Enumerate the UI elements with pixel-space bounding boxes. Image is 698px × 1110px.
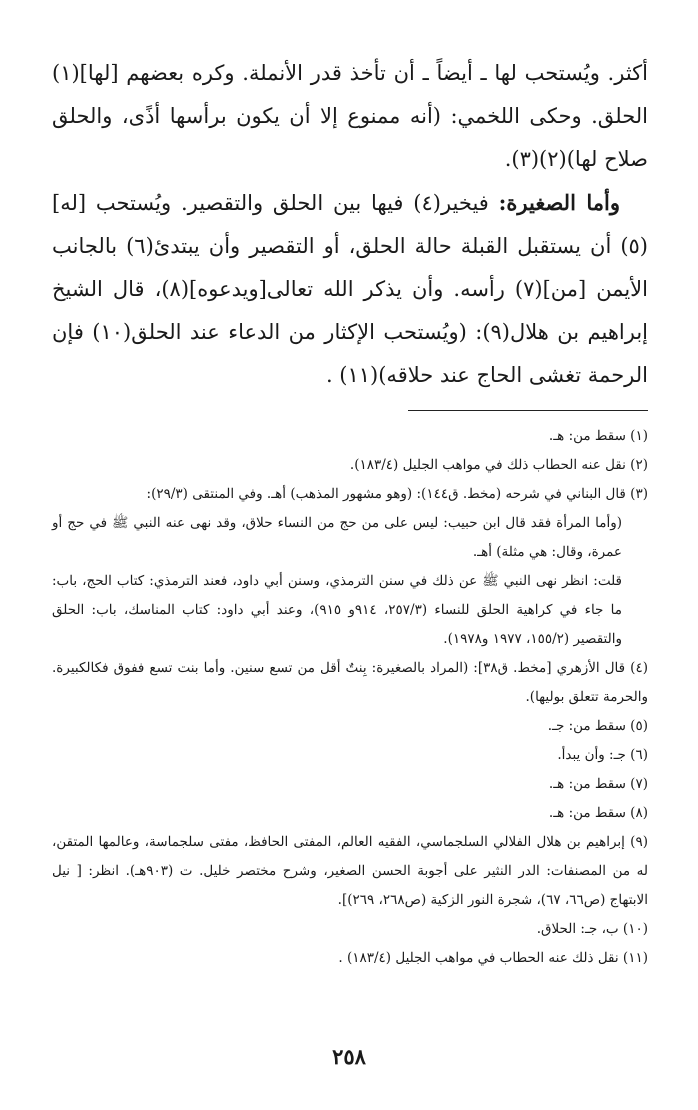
footnote-5: (٥) سقط من: جـ. [547,718,648,734]
footnote-11: (١١) نقل ذلك عنه الحطاب في مواهب الجليل (١٨٣/٤) . [338,950,648,966]
footnote-7: (٧) سقط من: هـ. [548,776,648,792]
page-number: ٢٥٨ [332,1044,366,1069]
footnote-3: (٣) قال البناني في شرحه (مخط. ق١٤٤): (وهو مشهور المذهب) أهـ. وفي المنتقى (٢٩/٣): [146,486,648,502]
paragraph-2 [52,181,648,397]
footnote-1: (١) سقط من: هـ. [548,428,648,444]
footnote-4: (٤) قال الأزهري [مخط. ق٣٨]: (المراد بالصغيرة: بِنتٌ أقل من تسع سنين. وأما بنت تسع ففوق فكالكبيرة. والحرمة تتعلق بوليها). [52,660,648,705]
footnote-9: (٩) إبراهيم بن هلال الفلالي السلجماسي، الفقيه العالم، المفتى الحافظ، مفتى سلجماسة، وعالمها المتقن، له من المصنفات: الدر النثير على أجوبة الحسن الصغير، وشرح مختصر خليل. ت (٩٠٣هـ). انظر: [ نيل الابتهاج (ص٦٦، ٦٧)، شجرة النور الزكية (ص٢٦٨، ٢٦٩)]. [52,834,648,908]
footnotes [52,422,648,973]
paragraph-1: أكثر. ويُستحب لها ـ أيضاً ـ أن تأخذ قدر الأنملة. وكره بعضهم [لها](١) الحلق. وحكى اللخمي: (أنه ممنوع إلا أن يكون برأسها أذًى، والحلق صلاح لها)(٢)(٣). [52,61,648,171]
footnote-10: (١٠) ب، جـ: الحلاق. [536,921,648,937]
paragraph-2-body: فيخير(٤) فيها بين الحلق والتقصير. ويُستحب [له](٥) أن يستقبل القبلة حالة الحلق، أو التقصير وأن يبتدئ(٦) بالجانب الأيمن [من](٧) رأسه. وأن يذكر الله تعالى[ويدعوه](٨)، قال الشيخ إبراهيم بن هلال(٩): (ويُستحب الإكثار من الدعاء عند الحلق(١٠) فإن الرحمة تغشى الحاج عند حلاقه)(١١) . [52,191,648,387]
main-text [52,52,648,397]
footnote-3-comment: قلت: انظر نهى النبي ﷺ عن ذلك في سنن الترمذي، وسنن أبي داود، فعند الترمذي: كتاب الحج، باب: ما جاء في كراهية الحلق للنساء (٢٥٧/٣، ٩١٤و ٩١٥)، وعند أبي داود: كتاب المناسك، باب: الحلق والتقصير (١٥٥/٢، ١٩٧٧ و١٩٧٨). [52,573,622,647]
footnote-3-quote: (وأما المرأة فقد قال ابن حبيب: ليس على من حج من النساء حلاق، وقد نهى عنه النبي ﷺ في حج أو عمرة، وقال: هي مثلة) أهـ. [52,515,622,560]
footnote-separator [408,410,648,411]
footnote-6: (٦) جـ: وأن يبدأ. [557,747,648,763]
footnote-2: (٢) نقل عنه الحطاب ذلك في مواهب الجليل (١٨٣/٤). [349,457,648,473]
footnote-8: (٨) سقط من: هـ. [548,805,648,821]
paragraph-2-lead: وأما الصغيرة: [498,190,620,215]
